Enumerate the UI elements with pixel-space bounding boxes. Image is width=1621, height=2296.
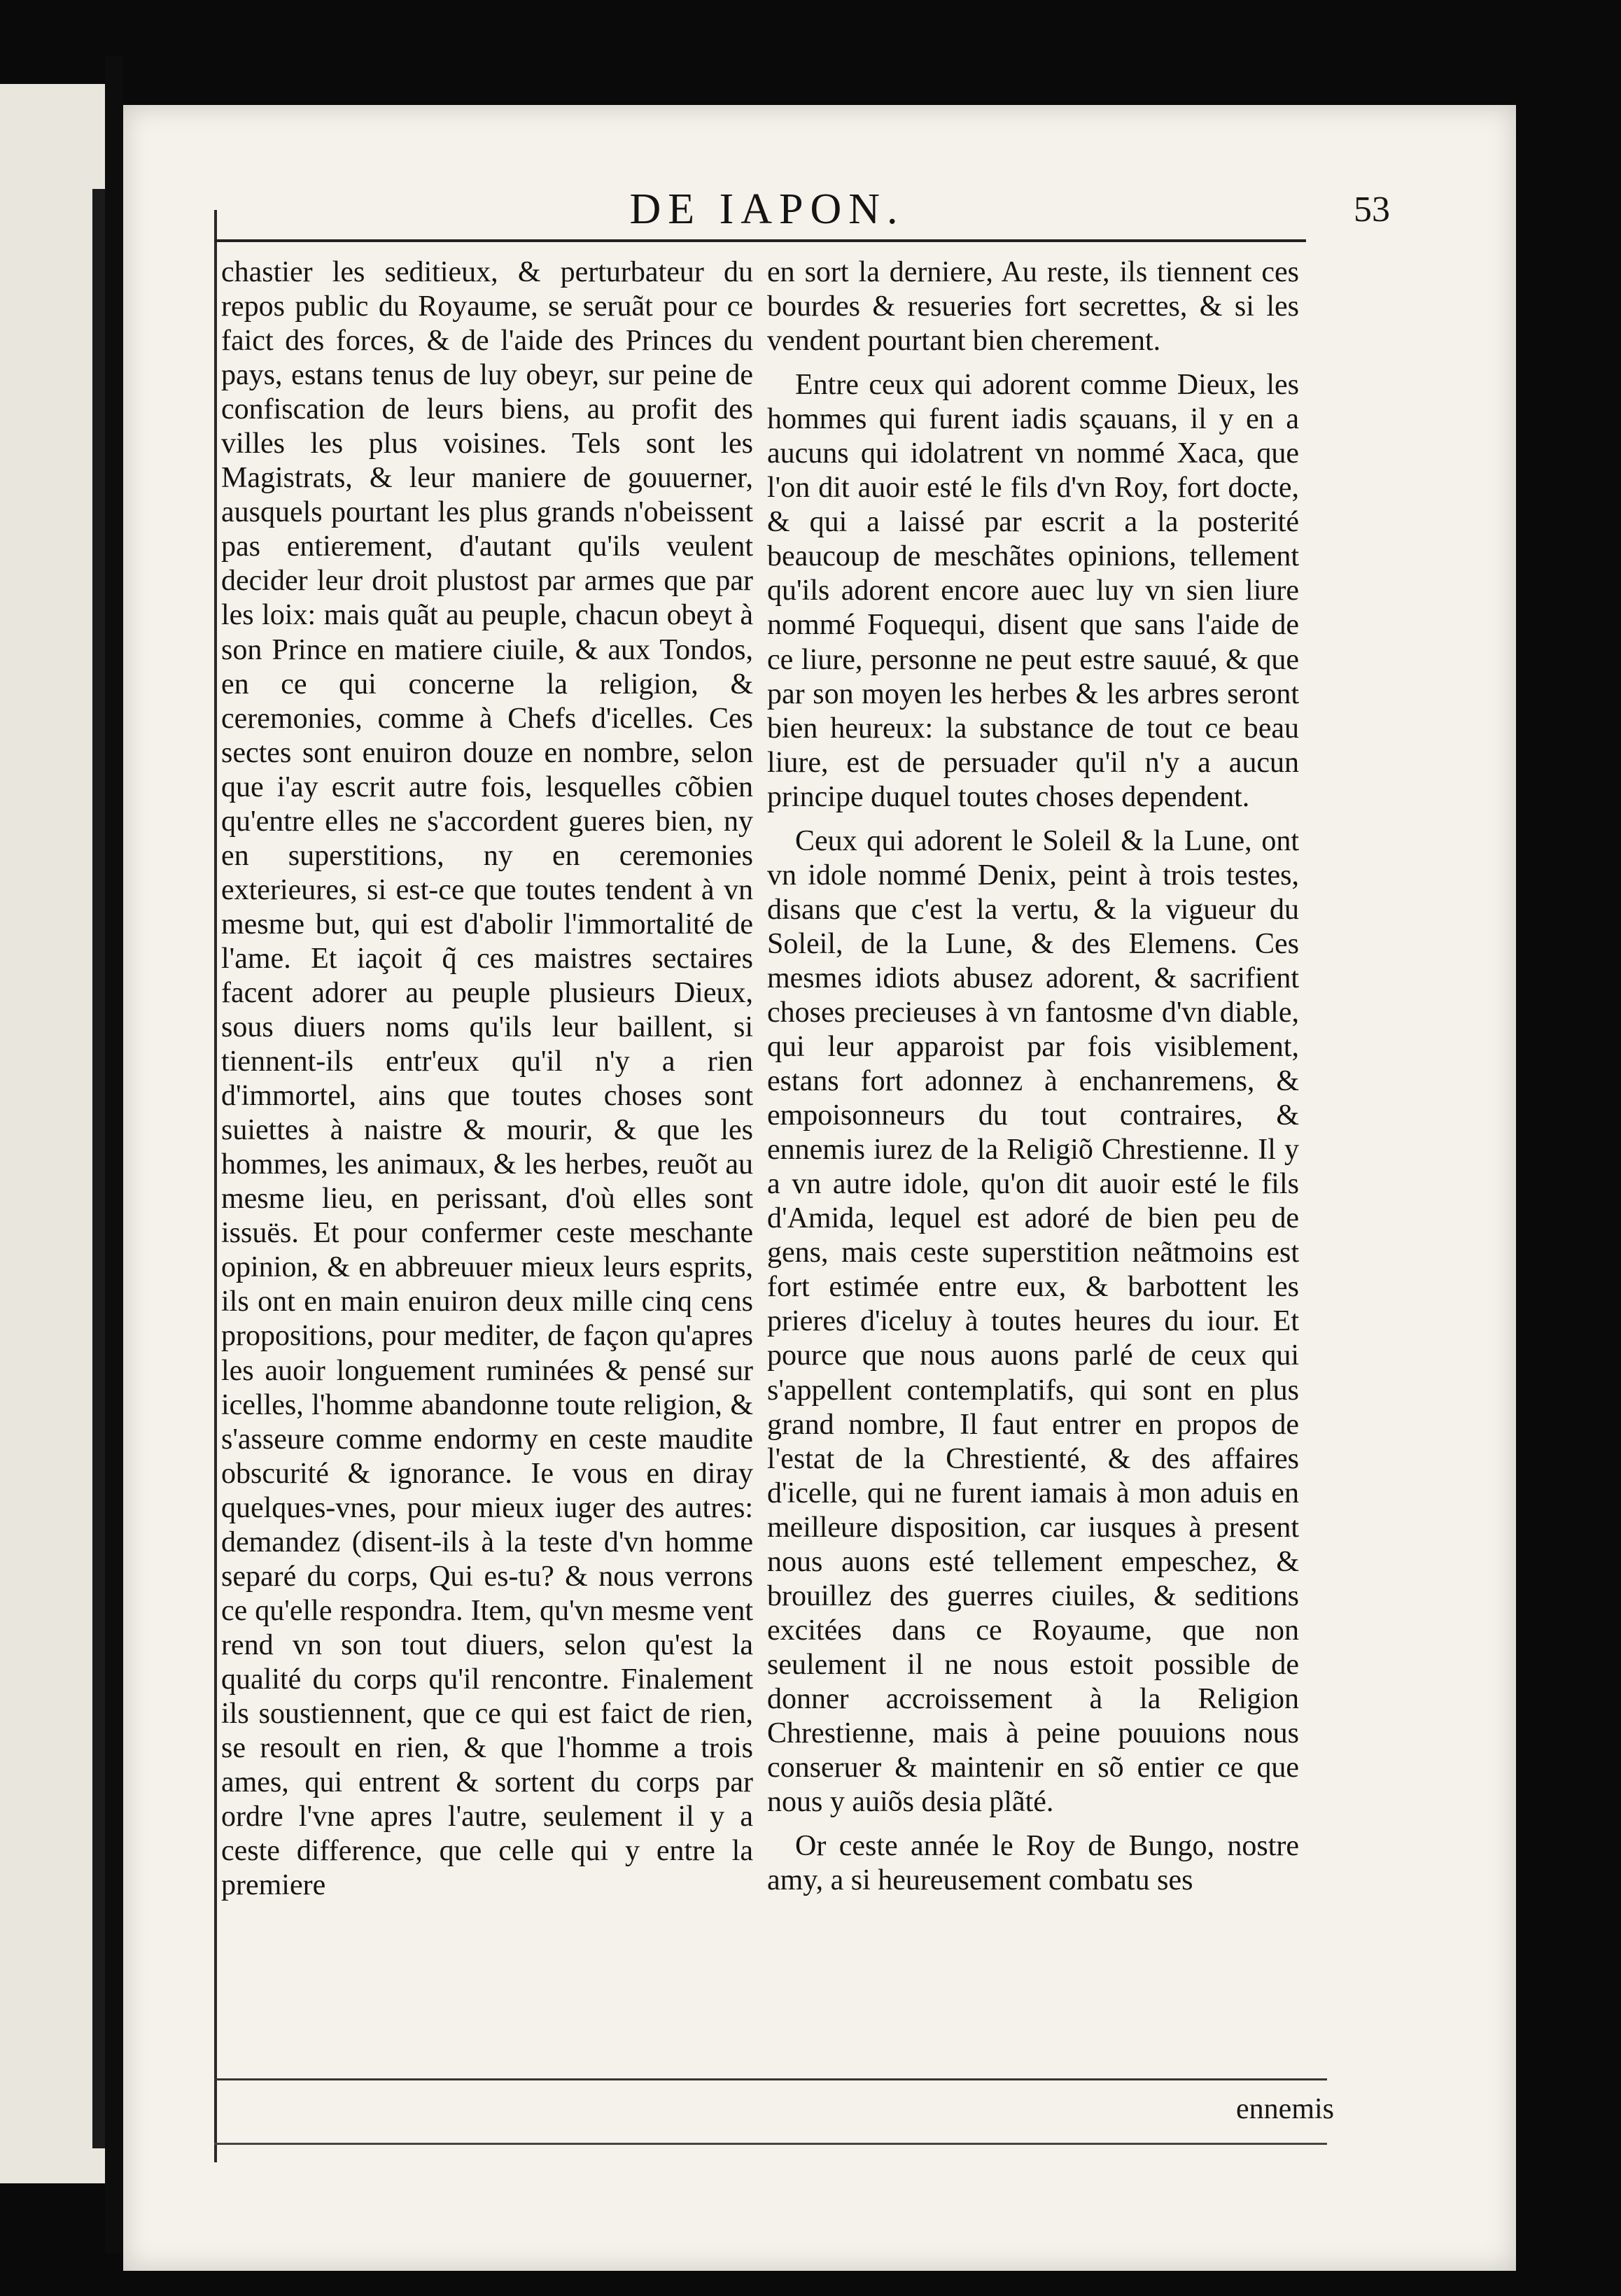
- gutter-shadow: [105, 56, 123, 2253]
- running-title: DE IAPON.: [629, 185, 905, 233]
- page-header: [214, 175, 1390, 238]
- paragraph: chastier les seditieux, & perturbateur du repos public du Royaume, se seruãt pour ce faict des forces, & de l'aide des Princes du pays, estans tenus de luy obeyr, sur peine de confiscation de leurs biens, au profit des villes les plus voisines. Tels sont les Magistrats, & leur maniere de gouuerner, ausquels pourtant les plus grands n'obeissent pas entierement, d'autant qu'ils veulent decider leur droit plustost par armes que par les loix: mais quãt au peuple, chacun obeyt à son Prince en matiere ciuile, & aux Tondos, en ce qui concerne la religion, & ceremonies, comme à Chefs d'icelles. Ces sectes sont enuiron douze en nombre, selon que i'ay escrit autre fois, lesquelles cõbien qu'entre elles ne s'accordent gueres bien, ny en superstitions, ny en ceremonies exterieures, si est-ce que toutes tendent à vn mesme but, qui est d'abolir l'immortalité de l'ame. Et iaçoit q̃ ces maistres sectaires facent adorer au peuple plusieurs Dieux, sous diuers noms qu'ils leur baillent, si tiennent-ils entr'eux qu'il n'y a rien d'immortel, ains que toutes choses sont suiettes à naistre & mourir, & que les hommes, les animaux, & les herbes, reuõt au mesme lieu, en perissant, d'où elles sont issuës. Et pour confermer ceste meschante opinion, & en abbreuuer mieux leurs esprits, ils ont en main enuiron deux mille cinq cens propositions, pour mediter, de façon qu'apres les auoir longuement ruminées & pensé sur icelles, l'homme abandonne toute religion, & s'asseure comme endormy en ceste maudite obscurité & ignorance. Ie vous en diray quelques-vnes, pour mieux iuger des autres: demandez (disent-ils à la teste d'vn homme separé du corps, Qui es-tu? & nous verrons ce qu'elle respondra. Item, qu'vn mesme vent rend vn son tout diuers, selon qu'est la qualité du corps qu'il rencontre. Finalement ils soustiennent, que ce qui est faict de rien, se resoult en rien, & que l'homme a trois ames, qui entrent & sortent du corps par ordre l'vne apres l'autre, seulement il y a ceste difference, que celle qui y entre la premiere: [221, 256, 753, 1902]
- paragraph: Entre ceux qui adorent comme Dieux, les hommes qui furent iadis sçauans, il y en a aucuns qui idolatrent vn nommé Xaca, que l'on dit auoir esté le fils d'vn Roy, fort docte, & qui a laissé par escrit a la posterité beaucoup de meschãtes opinions, tellement qu'ils adorent encore auec luy vn sien liure nommé Foquequi, disent que sans l'aide de ce liure, personne ne peut estre sauué, & que par son moyen les herbes & les arbres seront bien heureux: la substance de tout ce beau liure, est de persuader qu'il n'y a aucun principe duquel toutes choses dependent.: [767, 369, 1299, 813]
- bottom-rule: [214, 2078, 1327, 2080]
- adjacent-page-edge: [0, 84, 109, 2183]
- page-number: 53: [1354, 190, 1390, 230]
- book-page: [123, 105, 1516, 2271]
- header-rule: [214, 239, 1306, 242]
- adjacent-page-shadow: [92, 189, 105, 2148]
- paragraph: Ceux qui adorent le Soleil & la Lune, ont vn idole nommé Denix, peint à trois testes, disans que c'est la vertu, & la vigueur du Soleil, de la Lune, & des Elemens. Ces mesmes idiots abusez adorent, & sacrifient choses precieuses à vn fantosme d'vn diable, qui leur apparoist par fois visiblement, estans fort adonnez à enchanremens, & empoisonneurs du tout contraires, & ennemis iurez de la Religiõ Chrestienne. Il y a vn autre idole, qu'on dit auoir esté le fils d'Amida, lequel est adoré de bien peu de gens, mais ceste superstition neãtmoins est fort estimée entre eux, & barbottent les prieres d'iceluy à toutes heures du iour. Et pource que nous auons parlé de ceux qui s'appellent contemplatifs, qui sont en plus grand nombre, Il faut entrer en propos de l'estat de la Chrestienté, & des affaires d'icelle, qui ne furent iamais à mon aduis en meilleure disposition, car iusques à present nous auons esté tellement empeschez, & brouillez des guerres ciuiles, & seditions excitées dans ce Royaume, que non seulement il ne nous estoit possible de donner accroissement à la Religion Chrestienne, mais à peine pouuions nous conseruer & maintenir en sõ entier ce que nous y auiõs desia plãté.: [767, 824, 1299, 1819]
- paragraph: en sort la derniere, Au reste, ils tiennent ces bourdes & resueries fort secrettes, & si les vendent pourtant bien cherement.: [767, 256, 1299, 358]
- bottom-rule-lower: [214, 2143, 1327, 2145]
- catchword: ennemis: [1236, 2093, 1334, 2125]
- text-column-left: [221, 255, 753, 1903]
- text-column-right: [767, 255, 1299, 1898]
- paragraph: Or ceste année le Roy de Bungo, nostre amy, a si heureusement combatu ses: [767, 1830, 1299, 1897]
- frame-rule-left: [214, 210, 217, 2162]
